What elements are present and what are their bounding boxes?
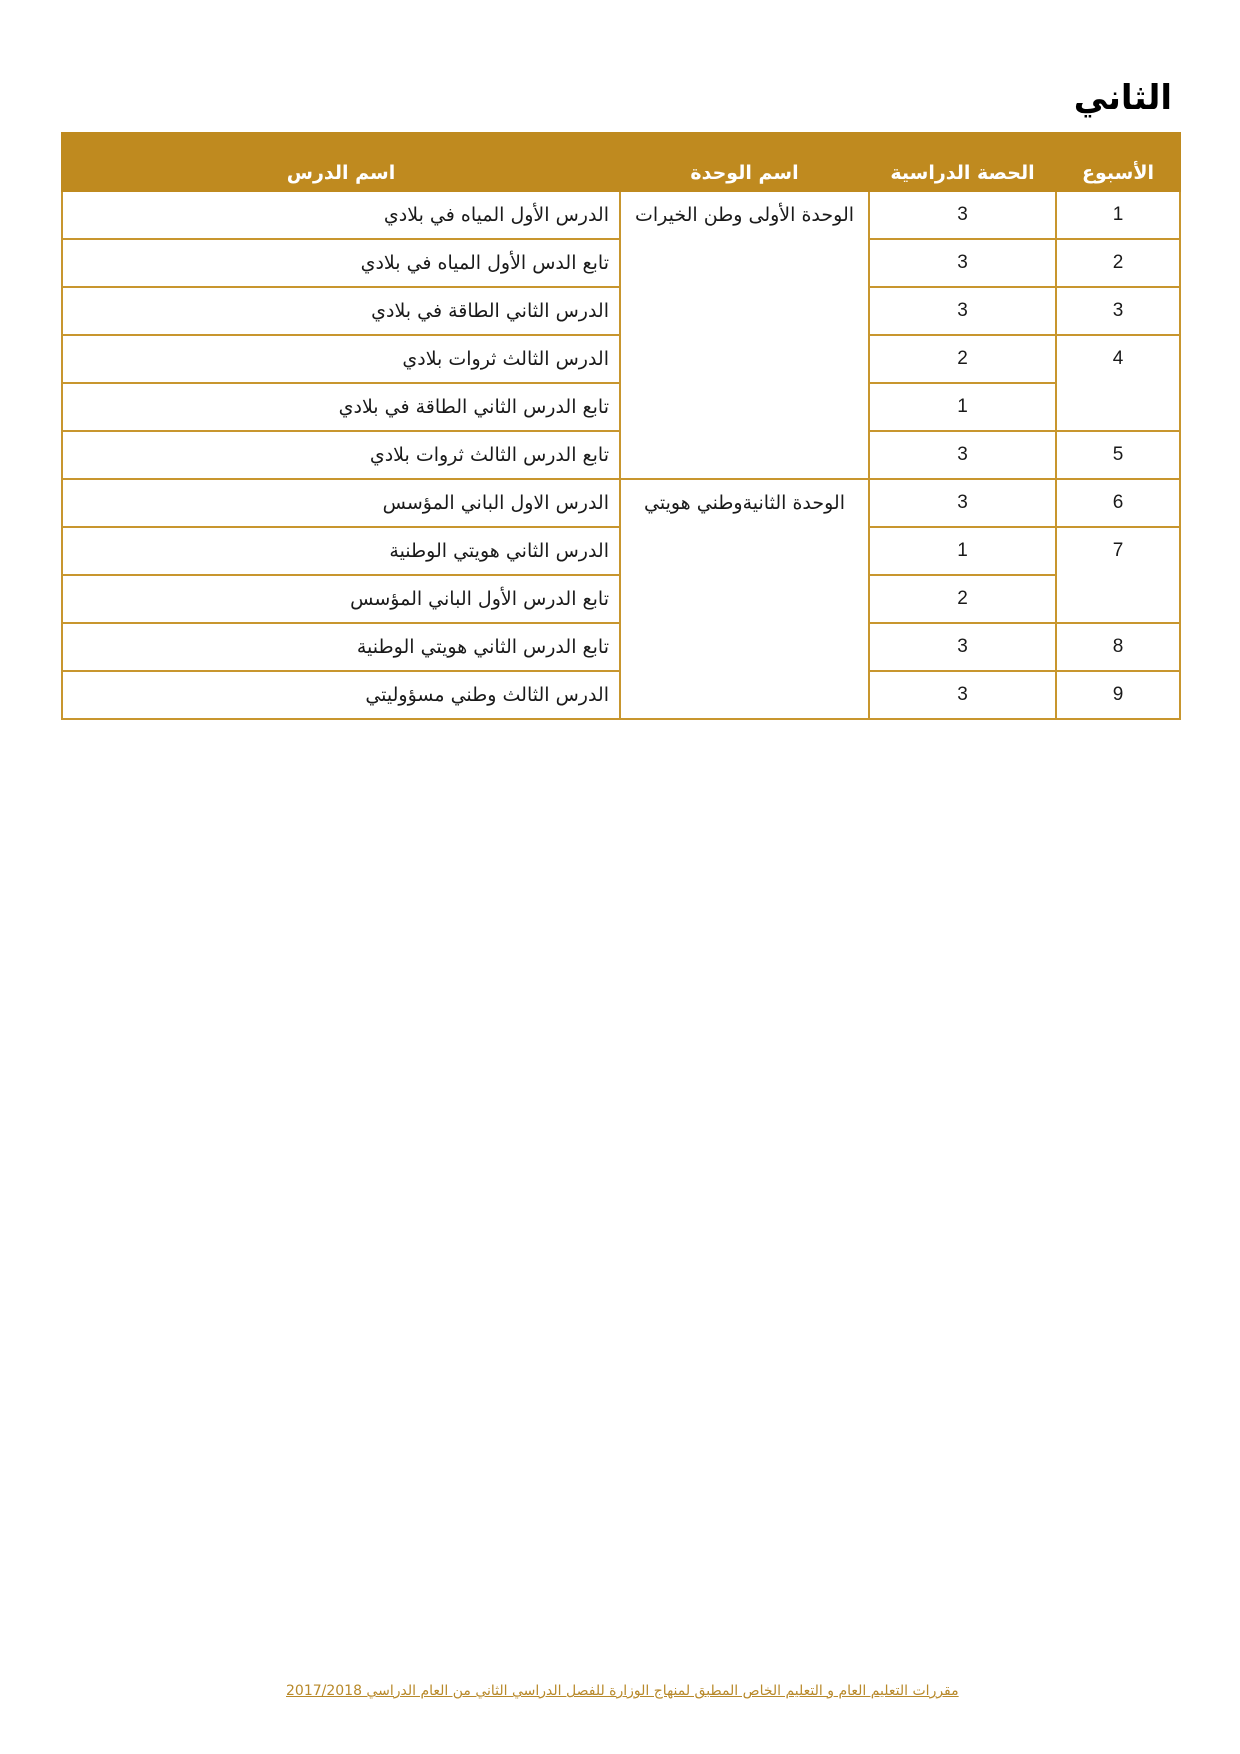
week-cell: 2 <box>1056 239 1180 287</box>
page-title: الثاني <box>1073 78 1172 118</box>
week-cell: 8 <box>1056 623 1180 671</box>
period-cell: 1 <box>869 383 1056 431</box>
period-cell: 3 <box>869 191 1056 239</box>
week-cell: 7 <box>1056 527 1180 623</box>
week-cell: 5 <box>1056 431 1180 479</box>
lesson-plan-table <box>61 132 1181 720</box>
lesson-cell: الدرس الاول الباني المؤسس <box>62 479 620 527</box>
table-header-row <box>62 133 1180 191</box>
period-cell: 1 <box>869 527 1056 575</box>
week-cell: 6 <box>1056 479 1180 527</box>
period-cell: 3 <box>869 479 1056 527</box>
period-cell: 3 <box>869 287 1056 335</box>
week-cell: 9 <box>1056 671 1180 719</box>
lesson-cell: تابع الدرس الثاني هويتي الوطنية <box>62 623 620 671</box>
header-period: الحصة الدراسية <box>869 133 1056 191</box>
period-cell: 3 <box>869 431 1056 479</box>
header-week: الأسبوع <box>1056 133 1180 191</box>
lesson-cell: تابع الدرس الثالث ثروات بلادي <box>62 431 620 479</box>
table-row <box>62 191 1180 239</box>
period-cell: 3 <box>869 239 1056 287</box>
period-cell: 3 <box>869 623 1056 671</box>
lesson-cell: الدرس الأول المياه في بلادي <box>62 191 620 239</box>
week-cell: 3 <box>1056 287 1180 335</box>
header-unit: اسم الوحدة <box>620 133 869 191</box>
lesson-cell: تابع الدرس الأول الباني المؤسس <box>62 575 620 623</box>
unit-cell: الوحدة الثانيةوطني هويتي <box>620 479 869 719</box>
period-cell: 2 <box>869 335 1056 383</box>
unit-cell: الوحدة الأولى وطن الخيرات <box>620 191 869 479</box>
week-cell: 4 <box>1056 335 1180 431</box>
lesson-cell: الدرس الثاني هويتي الوطنية <box>62 527 620 575</box>
header-lesson: اسم الدرس <box>62 133 620 191</box>
page-footer: مقررات التعليم العام و التعليم الخاص المطبق لمنهاج الوزارة للفصل الدراسي الثاني من العام الدراسي 2017/2018 <box>286 1683 959 1699</box>
table-row <box>62 479 1180 527</box>
lesson-cell: الدرس الثالث ثروات بلادي <box>62 335 620 383</box>
lesson-cell: الدرس الثالث وطني مسؤوليتي <box>62 671 620 719</box>
lesson-cell: الدرس الثاني الطاقة في بلادي <box>62 287 620 335</box>
week-cell: 1 <box>1056 191 1180 239</box>
period-cell: 3 <box>869 671 1056 719</box>
period-cell: 2 <box>869 575 1056 623</box>
lesson-cell: تابع الدس الأول المياه في بلادي <box>62 239 620 287</box>
lesson-cell: تابع الدرس الثاني الطاقة في بلادي <box>62 383 620 431</box>
